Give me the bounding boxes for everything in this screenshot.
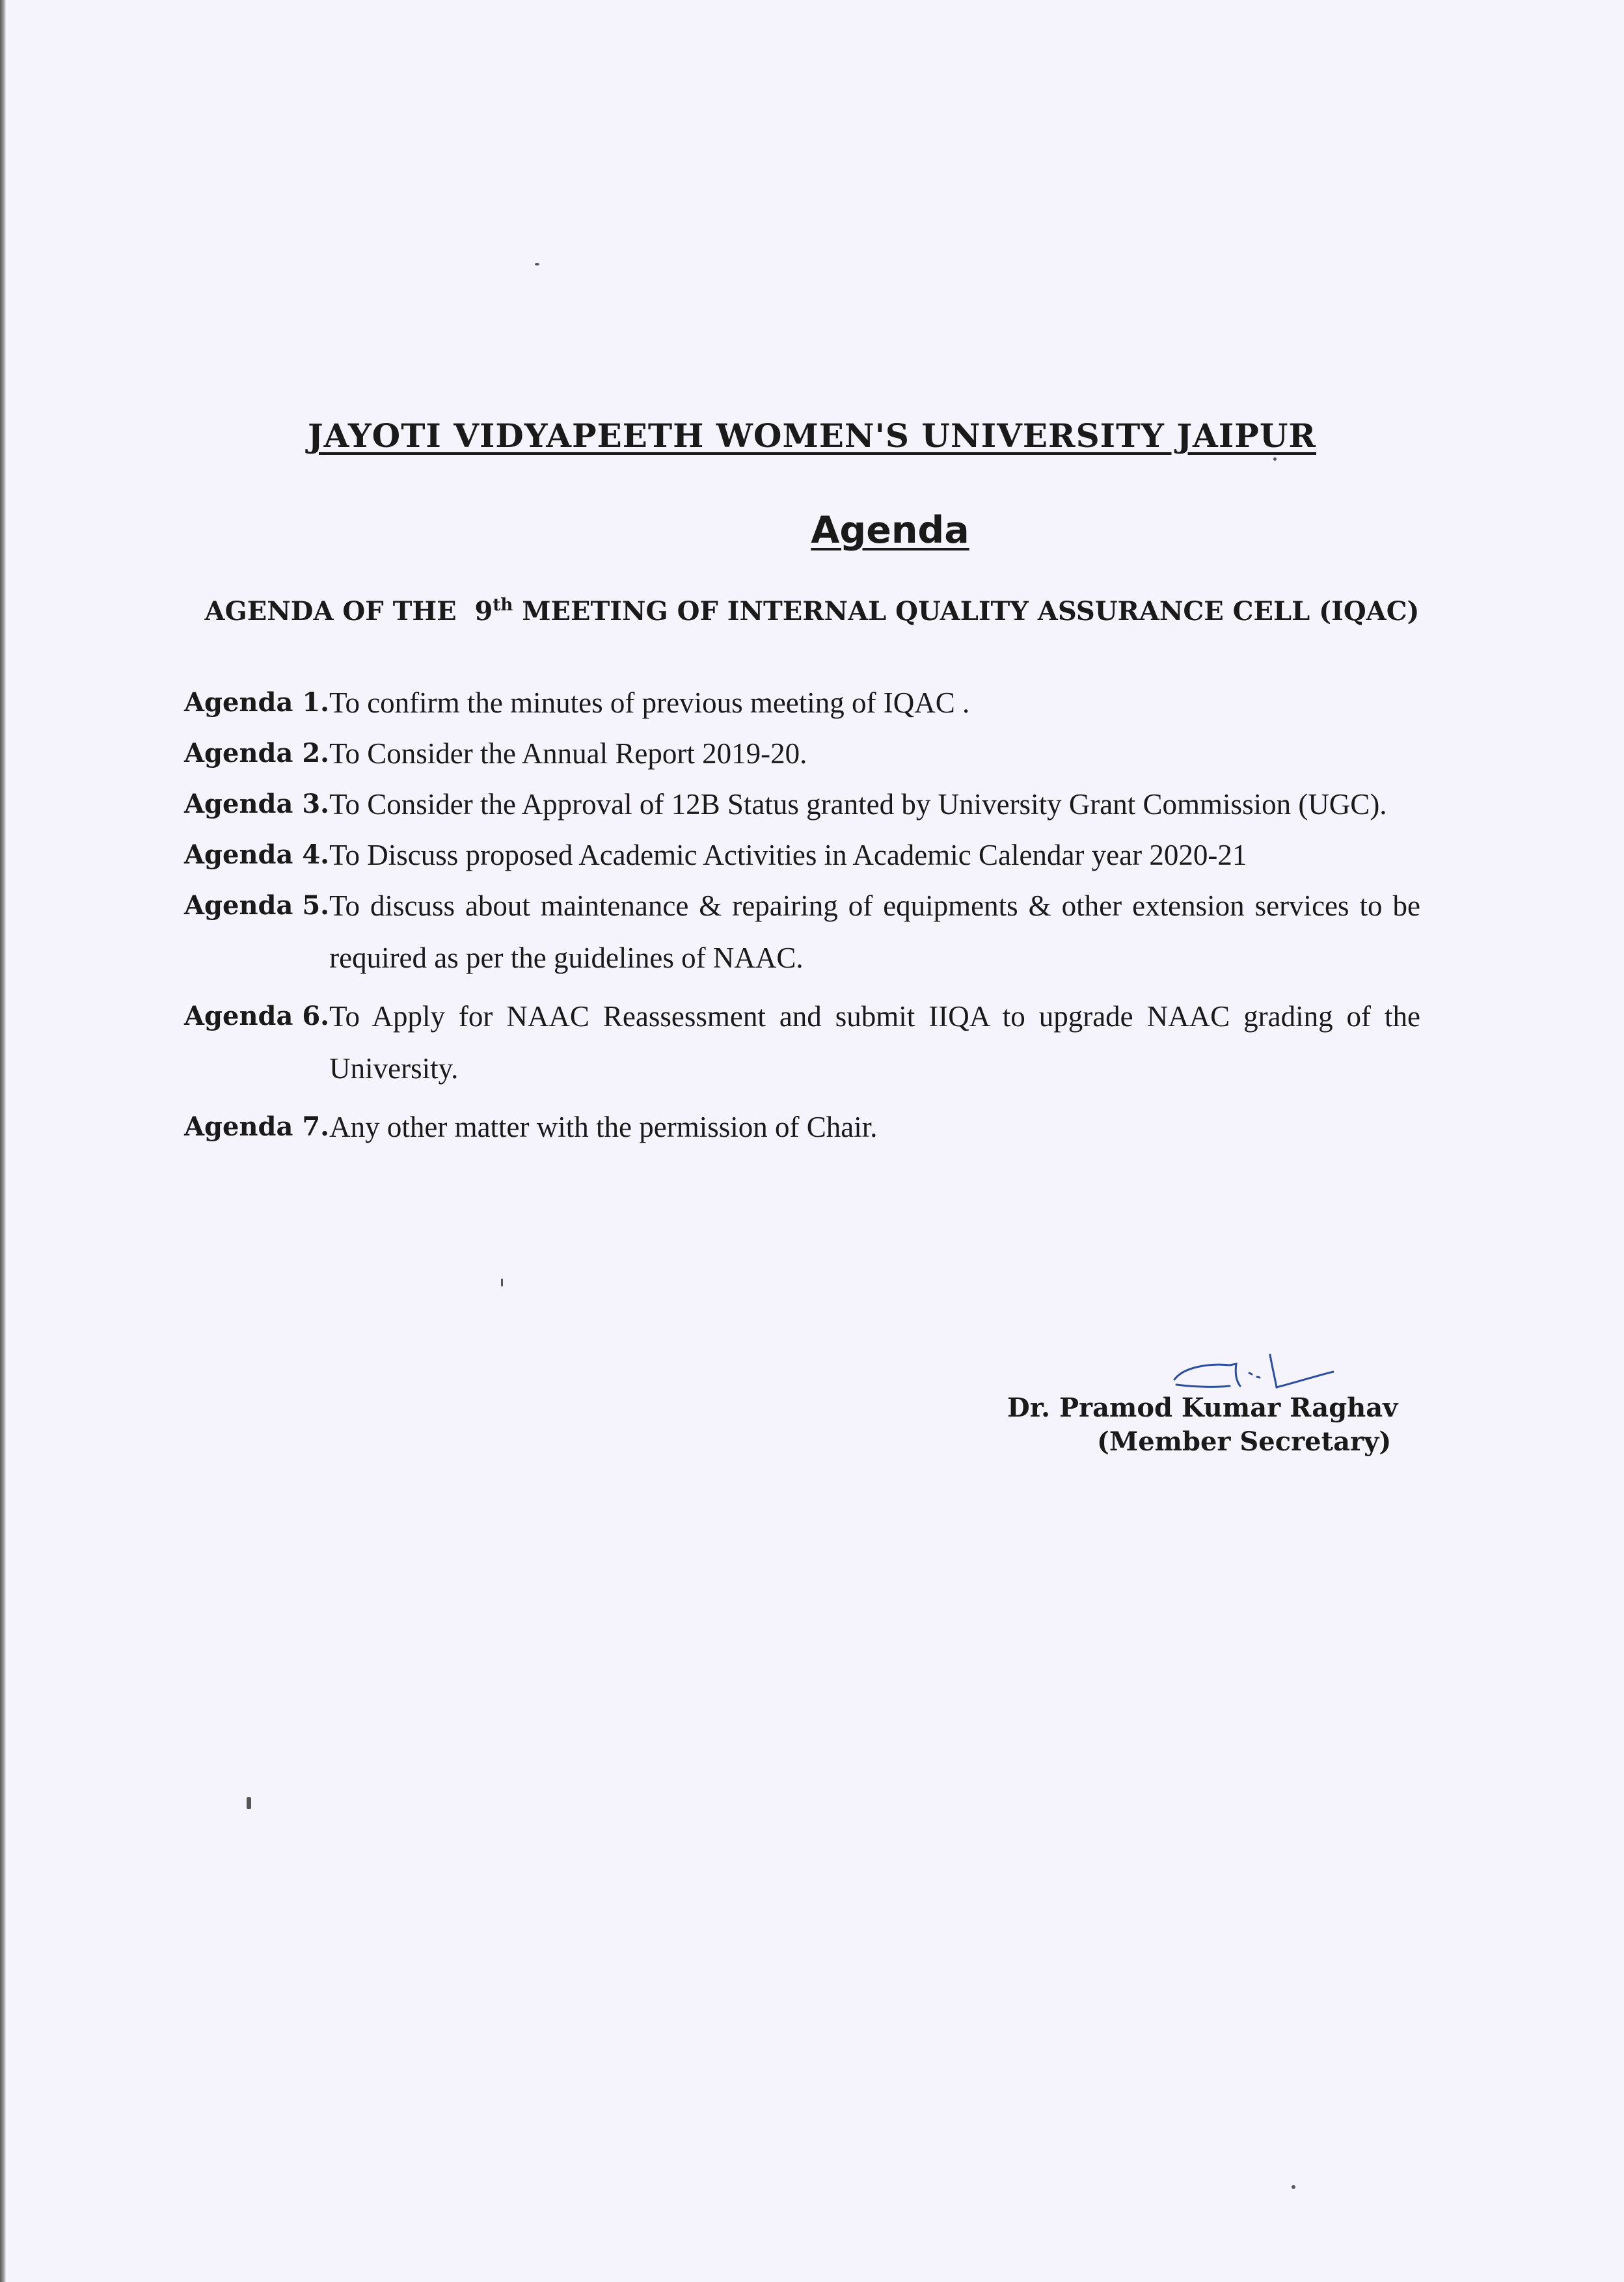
agenda-item-text: To Consider the Annual Report 2019-20. [329,737,807,770]
agenda-item-label: Agenda 1. [184,687,330,718]
scan-speck [1273,457,1277,461]
university-title: JAYOTI VIDYAPEETH WOMEN'S UNIVERSITY JAIPUR [308,416,1316,455]
agenda-item-text: Any other matter with the permission of Chair. [329,1111,878,1143]
meeting-ordinal: 9 [474,596,493,627]
agenda-item-text: To discuss about maintenance & repairing of equipments & other extension services to be required as per the guidelines of NAAC. [329,890,1420,974]
agenda-heading: Agenda [811,509,969,552]
agenda-item-label: Agenda 4. [184,839,330,870]
signatory-name: Dr. Pramod Kumar Raghav [1007,1392,1398,1423]
agenda-item-label: Agenda 2. [184,738,330,768]
agenda-item-label: Agenda 7. [184,1111,330,1142]
scan-edge [0,0,6,2282]
agenda-item-label: Agenda 5. [184,890,330,921]
scan-speck [501,1279,503,1286]
meeting-title-prefix: AGENDA OF THE [204,596,457,627]
agenda-item [184,786,1420,822]
agenda-item-label: Agenda 3. [184,789,330,819]
agenda-item-text: To Consider the Approval of 12B Status granted by University Grant Commission (UGC). [329,788,1387,821]
agenda-item [184,837,1420,873]
meeting-title-suffix: MEETING OF INTERNAL QUALITY ASSURANCE CELL (IQAC) [522,596,1420,627]
agenda-list [184,685,1420,1160]
agenda-item-text: To Discuss proposed Academic Activities in Academic Calendar year 2020-21 [329,839,1247,871]
agenda-item [184,685,1420,721]
agenda-item-text: To confirm the minutes of previous meeting of IQAC . [329,686,970,719]
agenda-item [184,1109,1420,1145]
meeting-ordinal-suffix: th [493,595,513,615]
agenda-item [184,735,1420,772]
scan-speck [1292,2185,1295,2189]
signatory-role: (Member Secretary) [1097,1426,1392,1457]
scan-speck [535,263,539,265]
agenda-item [184,998,1420,1094]
agenda-item-text: To Apply for NAAC Reassessment and submit IIQA to upgrade NAAC grading of the University. [329,1000,1420,1085]
scan-speck [247,1797,251,1809]
agenda-item-label: Agenda 6. [184,1001,330,1031]
meeting-title [0,595,1624,627]
agenda-item [184,888,1420,984]
